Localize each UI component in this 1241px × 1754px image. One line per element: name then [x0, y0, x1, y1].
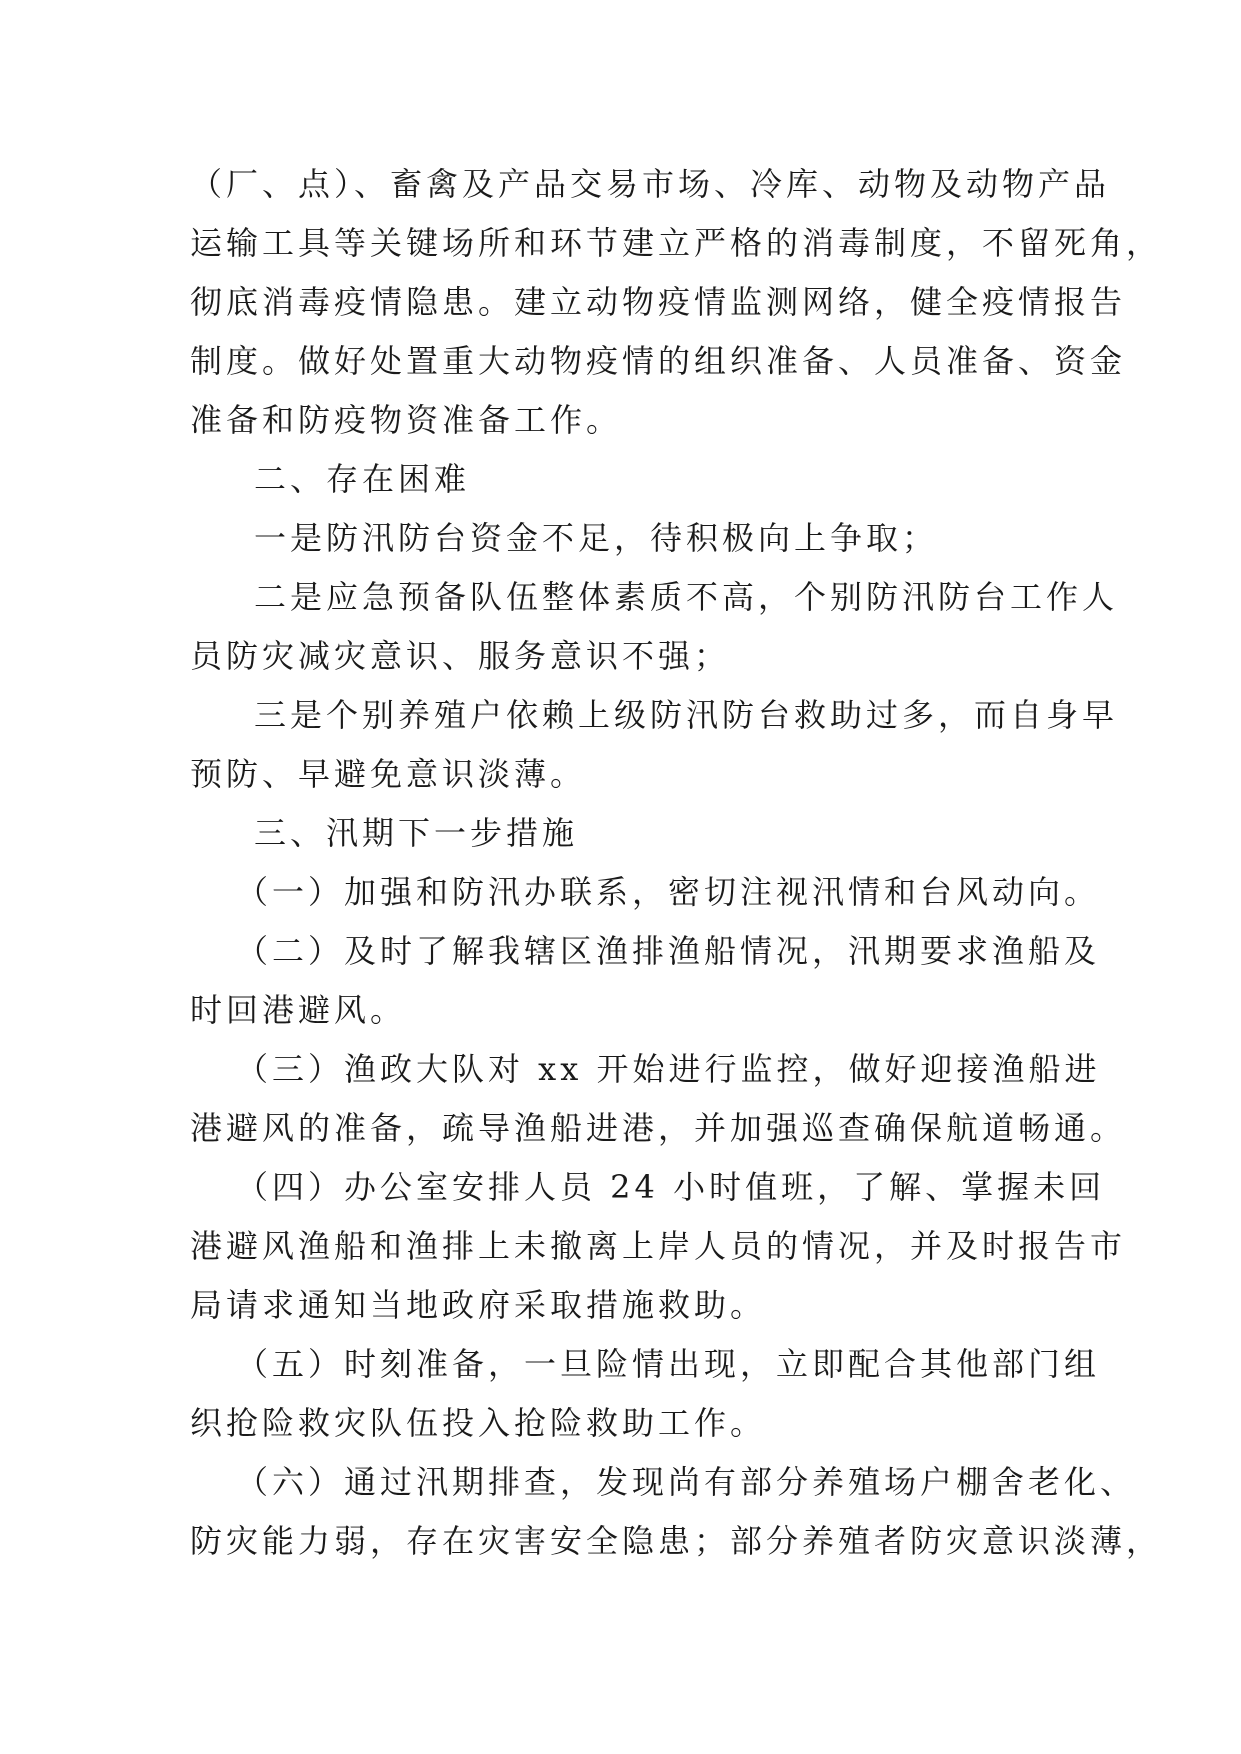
text-line: （四）办公室安排人员 24 小时值班，了解、掌握未回 [236, 1168, 1106, 1206]
text-line: 员防灾减灾意识、服务意识不强； [190, 637, 731, 675]
text-line: （五）时刻准备，一旦险情出现，立即配合其他部门组 [236, 1345, 1101, 1383]
text-line: 港避风的准备，疏导渔船进港，并加强巡查确保航道畅通。 [190, 1109, 1127, 1147]
text-line: 制度。做好处置重大动物疫情的组织准备、人员准备、资金 [190, 342, 1127, 380]
section-heading: 三、汛期下一步措施 [254, 814, 579, 852]
text-line: （三）渔政大队对 xx 开始进行监控，做好迎接渔船进 [236, 1050, 1101, 1088]
text-line: 三是个别养殖户依赖上级防汛防台救助过多，而自身早 [254, 696, 1119, 734]
text-line: 局请求通知当地政府采取措施救助。 [190, 1286, 767, 1324]
text-line: 二是应急预备队伍整体素质不高，个别防汛防台工作人 [254, 578, 1119, 616]
text-line: （二）及时了解我辖区渔排渔船情况，汛期要求渔船及 [236, 932, 1101, 970]
text-line: （厂、点）、畜禽及产品交易市场、冷库、动物及动物产品 [190, 165, 1111, 203]
text-line: （六）通过汛期排查，发现尚有部分养殖场户棚舍老化、 [236, 1463, 1137, 1501]
document-body [190, 155, 1163, 1571]
text-line: 准备和防疫物资准备工作。 [190, 401, 623, 439]
text-line: （一）加强和防汛办联系，密切注视汛情和台风动向。 [236, 873, 1101, 911]
text-line: 彻底消毒疫情隐患。建立动物疫情监测网络，健全疫情报告 [190, 283, 1127, 321]
section-heading: 二、存在困难 [254, 460, 471, 498]
text-line: 运输工具等关键场所和环节建立严格的消毒制度，不留死角， [190, 224, 1163, 262]
text-line: 防灾能力弱，存在灾害安全隐患；部分养殖者防灾意识淡薄， [190, 1522, 1163, 1560]
text-line: 预防、早避免意识淡薄。 [190, 755, 587, 793]
text-line: 织抢险救灾队伍投入抢险救助工作。 [190, 1404, 767, 1442]
text-line: 港避风渔船和渔排上未撤离上岸人员的情况，并及时报告市 [190, 1227, 1127, 1265]
text-line: 一是防汛防台资金不足，待积极向上争取； [254, 519, 939, 557]
text-line: 时回港避风。 [190, 991, 407, 1029]
